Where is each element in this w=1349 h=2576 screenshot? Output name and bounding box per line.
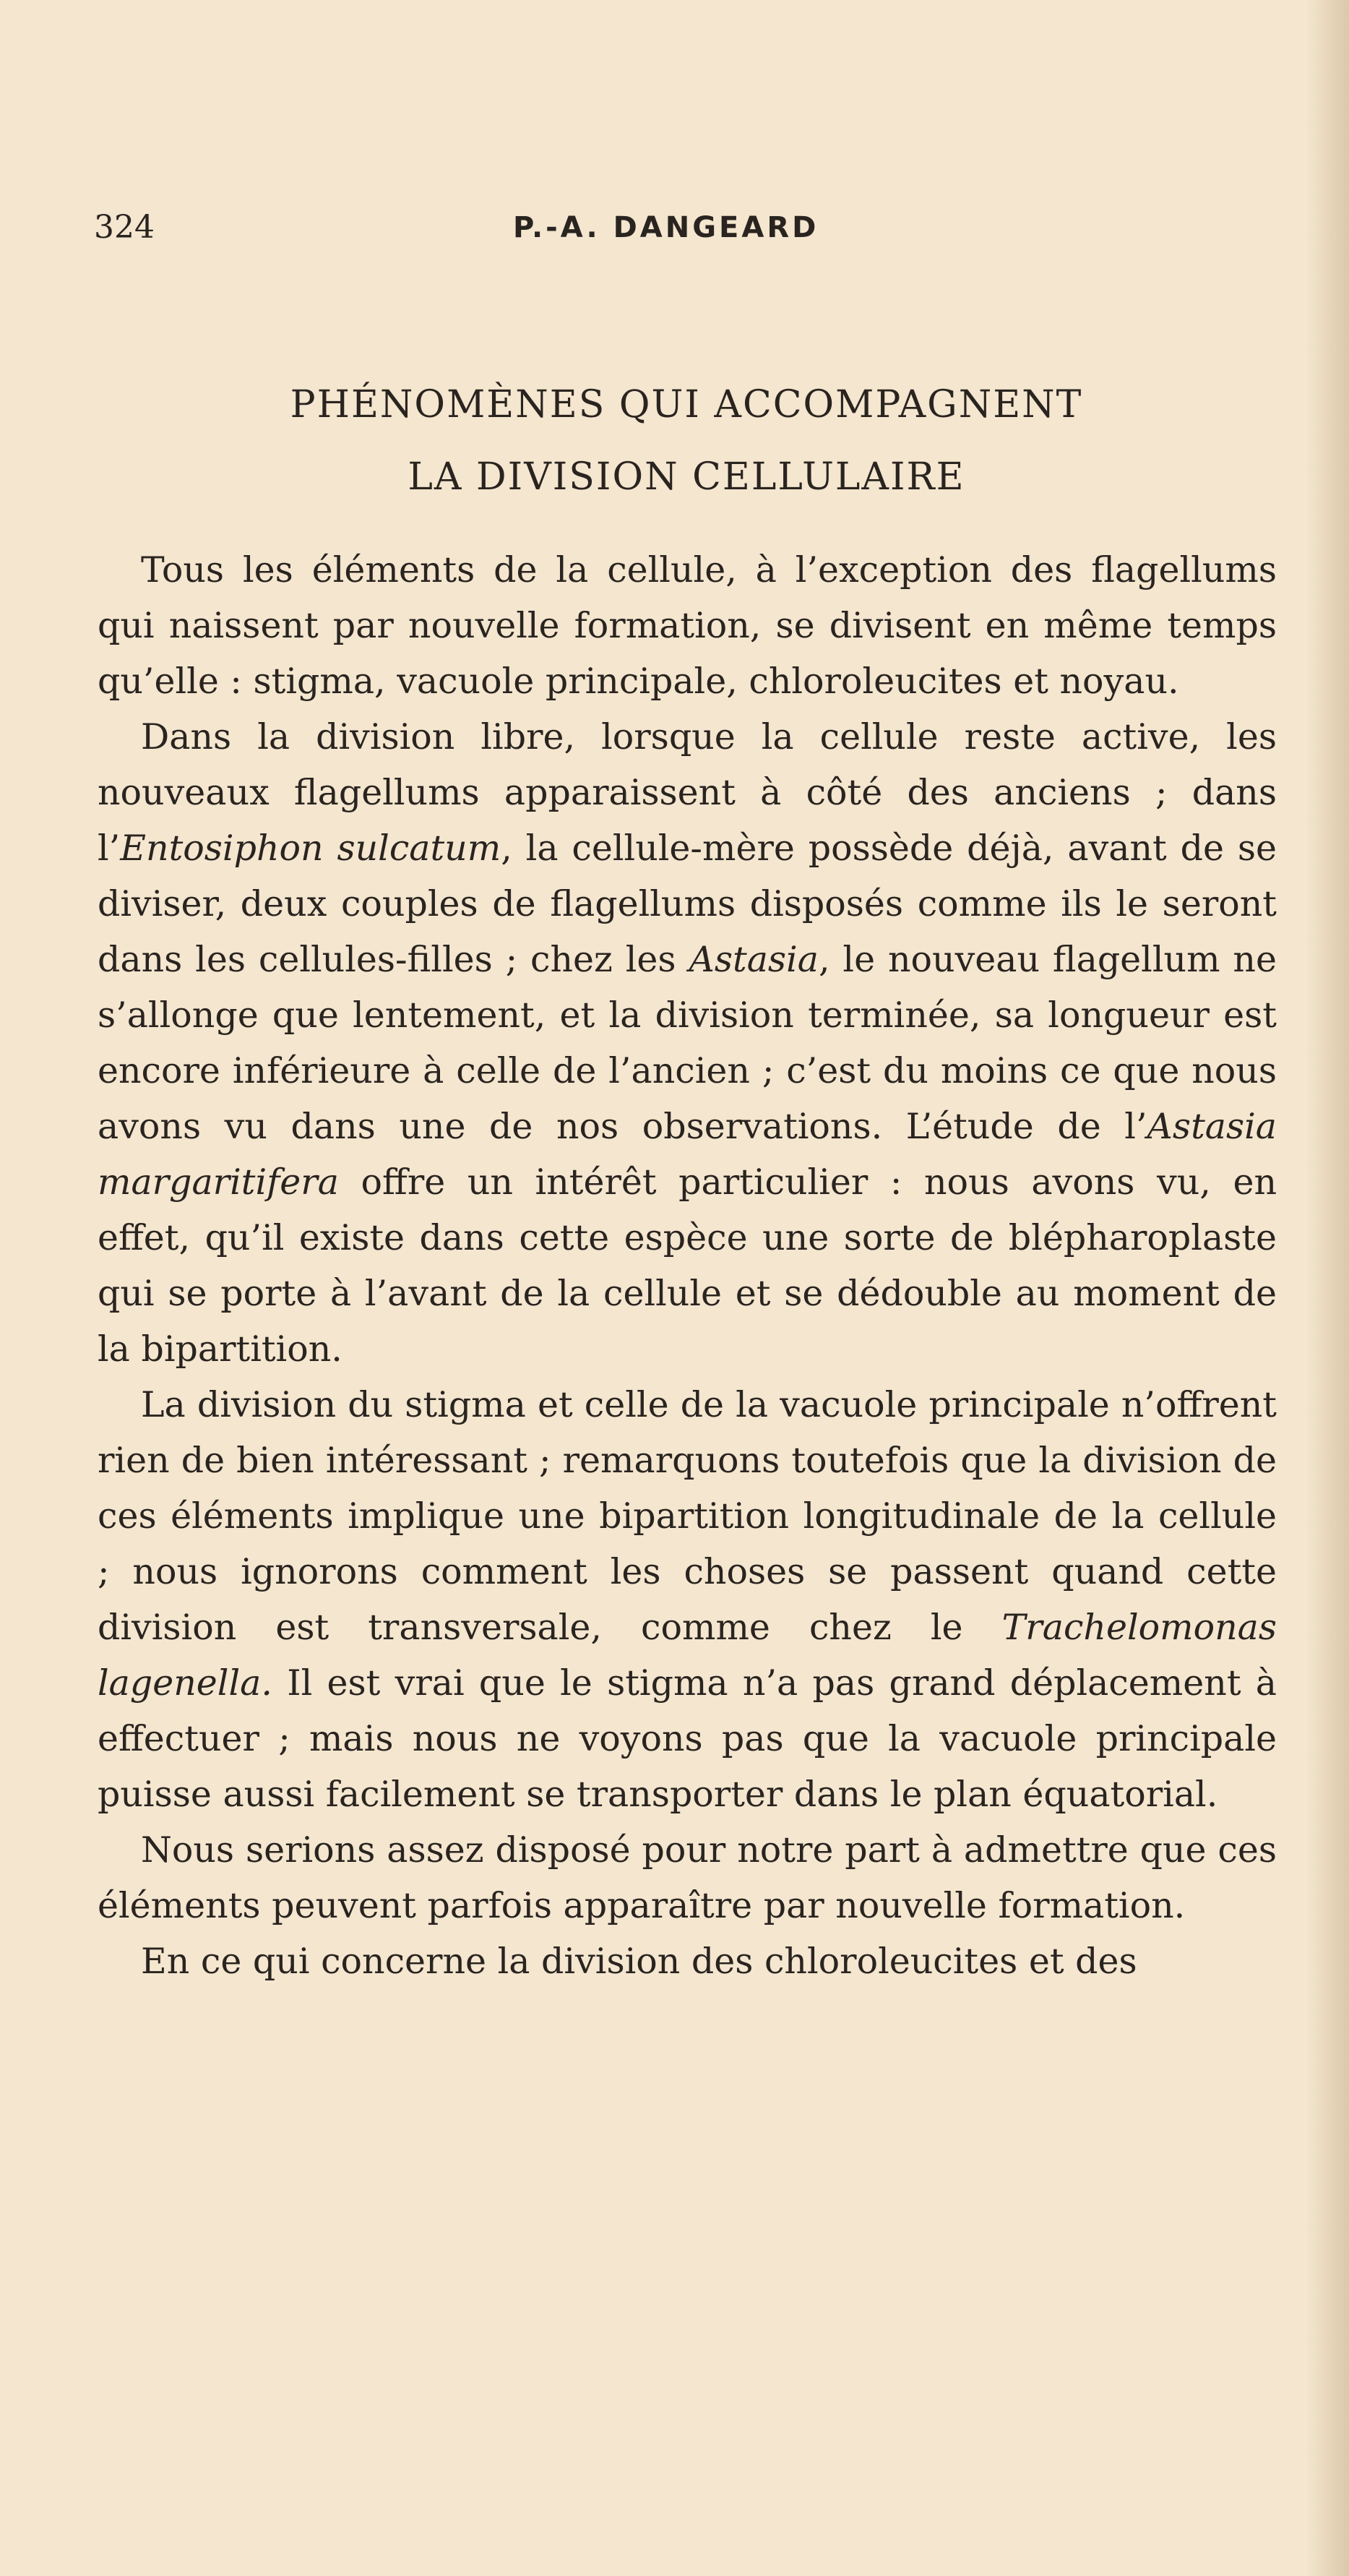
body-text [98,542,1277,1989]
paragraph-2-italic-3: Astasia margaritifera [98,1106,1277,1203]
paragraph-2-text-1: Dans la division libre, lorsque la cellule reste active, les nouveaux flagellums apparaissent à côté des anciens ; dans l’ [98,716,1277,869]
section-title-line-2: LA DIVISION CELLULAIRE [408,455,965,499]
paragraph-2-italic-2: Astasia [689,939,819,980]
paragraph-3 [98,1377,1277,1822]
paragraph-2-text-4: offre un intérêt particulier : nous avons vu, en effet, qu’il existe dans cette espèce une sorte de blépharoplaste qui se porte à l’avant de la cellule et se dédouble au moment de la bipartition. [98,1162,1277,1370]
paragraph-2-text-3: , le nouveau flagellum ne s’allonge que lentement, et la division terminée, sa longueur est encore inférieure à celle de l’ancien ; c’est du moins ce que nous avons vu dans une de nos observations. L’étude de l’ [98,939,1277,1147]
paragraph-1: Tous les éléments de la cellule, à l’exception des flagellums qui naissent par nouvelle formation, se divisent en même temps qu’elle : stigma, vacuole principale, chloroleucites et noyau. [98,549,1277,702]
paragraph-2-text-2: , la cellule-mère possède déjà, avant de se diviser, deux couples de flagellums disposés comme ils le seront dans les cellules-filles ; chez les [98,828,1277,980]
paragraph-4: Nous serions assez disposé pour notre part à admettre que ces éléments peuvent parfois apparaître par nouvelle formation. [98,1829,1277,1926]
running-head [94,206,1279,249]
running-title: P.-A. DANGEARD [513,211,819,244]
page-edge-shadow [1306,0,1349,2576]
paragraph-2-italic-1: Entosiphon sulcatum [120,828,501,869]
paragraph-2 [98,709,1277,1377]
paragraph-3-text-1: La division du stigma et celle de la vacuole principale n’offrent rien de bien intéressant ; remarquons toutefois que la division de ces éléments implique une bipartition longitudinale de la cellule ; nous ignorons comment les choses se passent quand cette division est transversale, comme chez le [98,1384,1277,1648]
section-title-line-1: PHÉNOMÈNES QUI ACCOMPAGNENT [290,383,1083,426]
section-title [145,369,1228,513]
page-number: 324 [94,209,155,246]
paragraph-3-text-2: Il est vrai que le stigma n’a pas grand déplacement à effectuer ; mais nous ne voyons pas que la vacuole principale puisse aussi facilement se transporter dans le plan équatorial. [98,1662,1277,1815]
paragraph-5: En ce qui concerne la division des chloroleucites et des [141,1941,1137,1982]
paragraph-3-italic-1: Trachelomonas lagenella. [98,1607,1277,1704]
